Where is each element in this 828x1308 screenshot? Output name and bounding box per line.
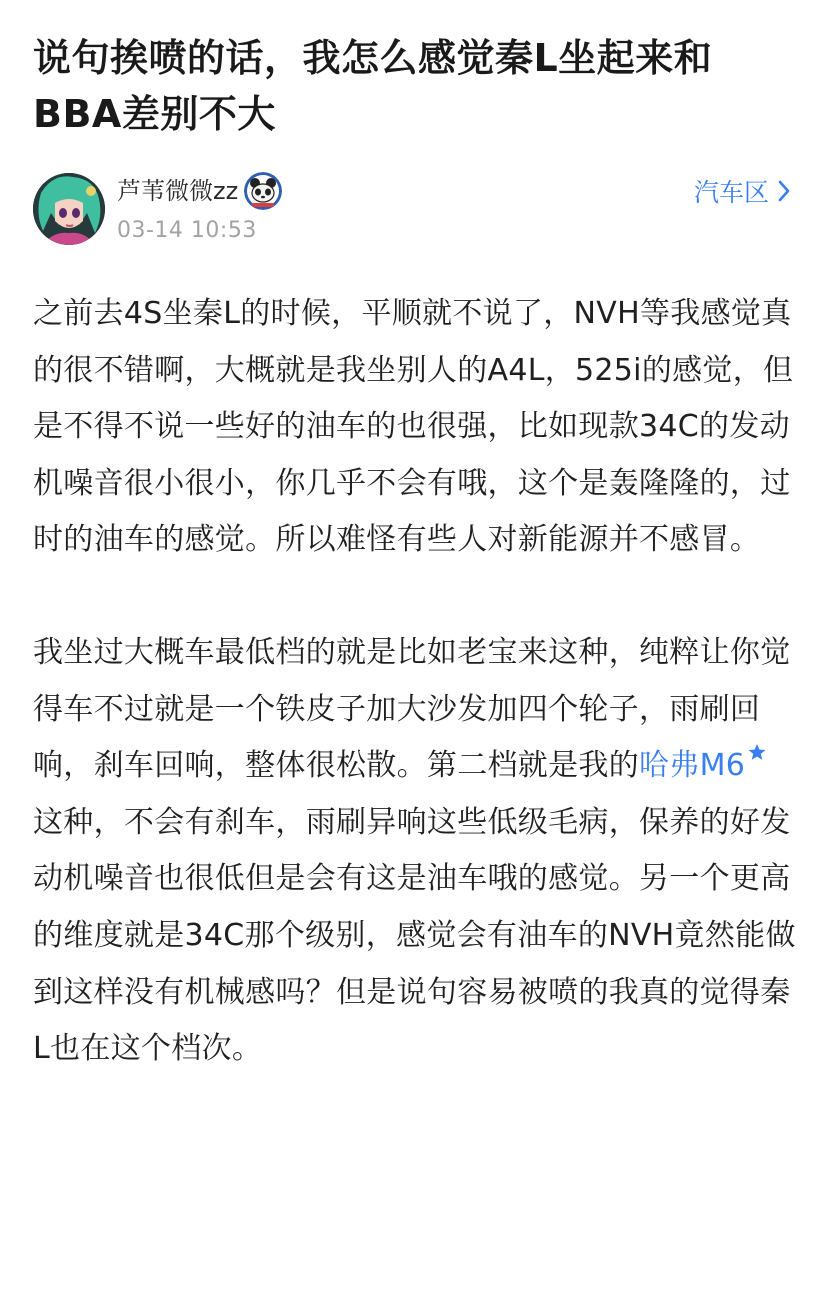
paragraph-2-text-start: 我坐过大概车最低档的就是比如老宝来这种，纯粹让你觉得车不过就是一个铁皮子加大沙发加四个轮子，雨刷回响，刹车回响，整体很松散。第二档就是我的: [33, 634, 791, 784]
forum-label: 汽车区: [693, 178, 769, 207]
author-name[interactable]: 芦苇微微zz: [117, 177, 239, 205]
anime-avatar-icon: [33, 173, 105, 245]
topic-link-label: 哈弗M6: [639, 748, 746, 784]
author-row: [33, 170, 795, 250]
forum-link[interactable]: [694, 172, 791, 210]
author-avatar[interactable]: [33, 173, 105, 245]
post-time: 03-14 10:53: [117, 218, 257, 243]
author-name-line: [117, 172, 282, 210]
chevron-right-icon: [777, 179, 791, 203]
body-paragraph-2: [33, 625, 796, 1078]
topic-star-icon: [747, 743, 767, 761]
post-title: 说句挨喷的话，我怎么感觉秦L坐起来和BBA差别不大: [33, 36, 713, 136]
post-body: [33, 286, 796, 1078]
body-paragraph-1: 之前去4S坐秦L的时候，平顺就不说了，NVH等我感觉真的很不错啊，大概就是我坐别人的A4L，525i的感觉，但是不得不说一些好的油车的也很强，比如现款34C的发动机噪音很小很小，你几乎不会有哦，这个是轰隆隆的，过时的油车的感觉。所以难怪有些人对新能源并不感冒。: [33, 296, 794, 558]
topic-link-haval-m6[interactable]: [639, 748, 767, 783]
paragraph-2-text-end: 这种，不会有刹车，雨刷异响这些低级毛病，保养的好发动机噪音也很低但是会有这是油车哦的感觉。另一个更高的维度就是34C那个级别，感觉会有油车的NVH竟然能做到这样没有机械感吗？但是说句容易被喷的我真的觉得秦L也在这个档次。: [33, 804, 796, 1067]
panda-badge-icon[interactable]: [244, 172, 282, 210]
